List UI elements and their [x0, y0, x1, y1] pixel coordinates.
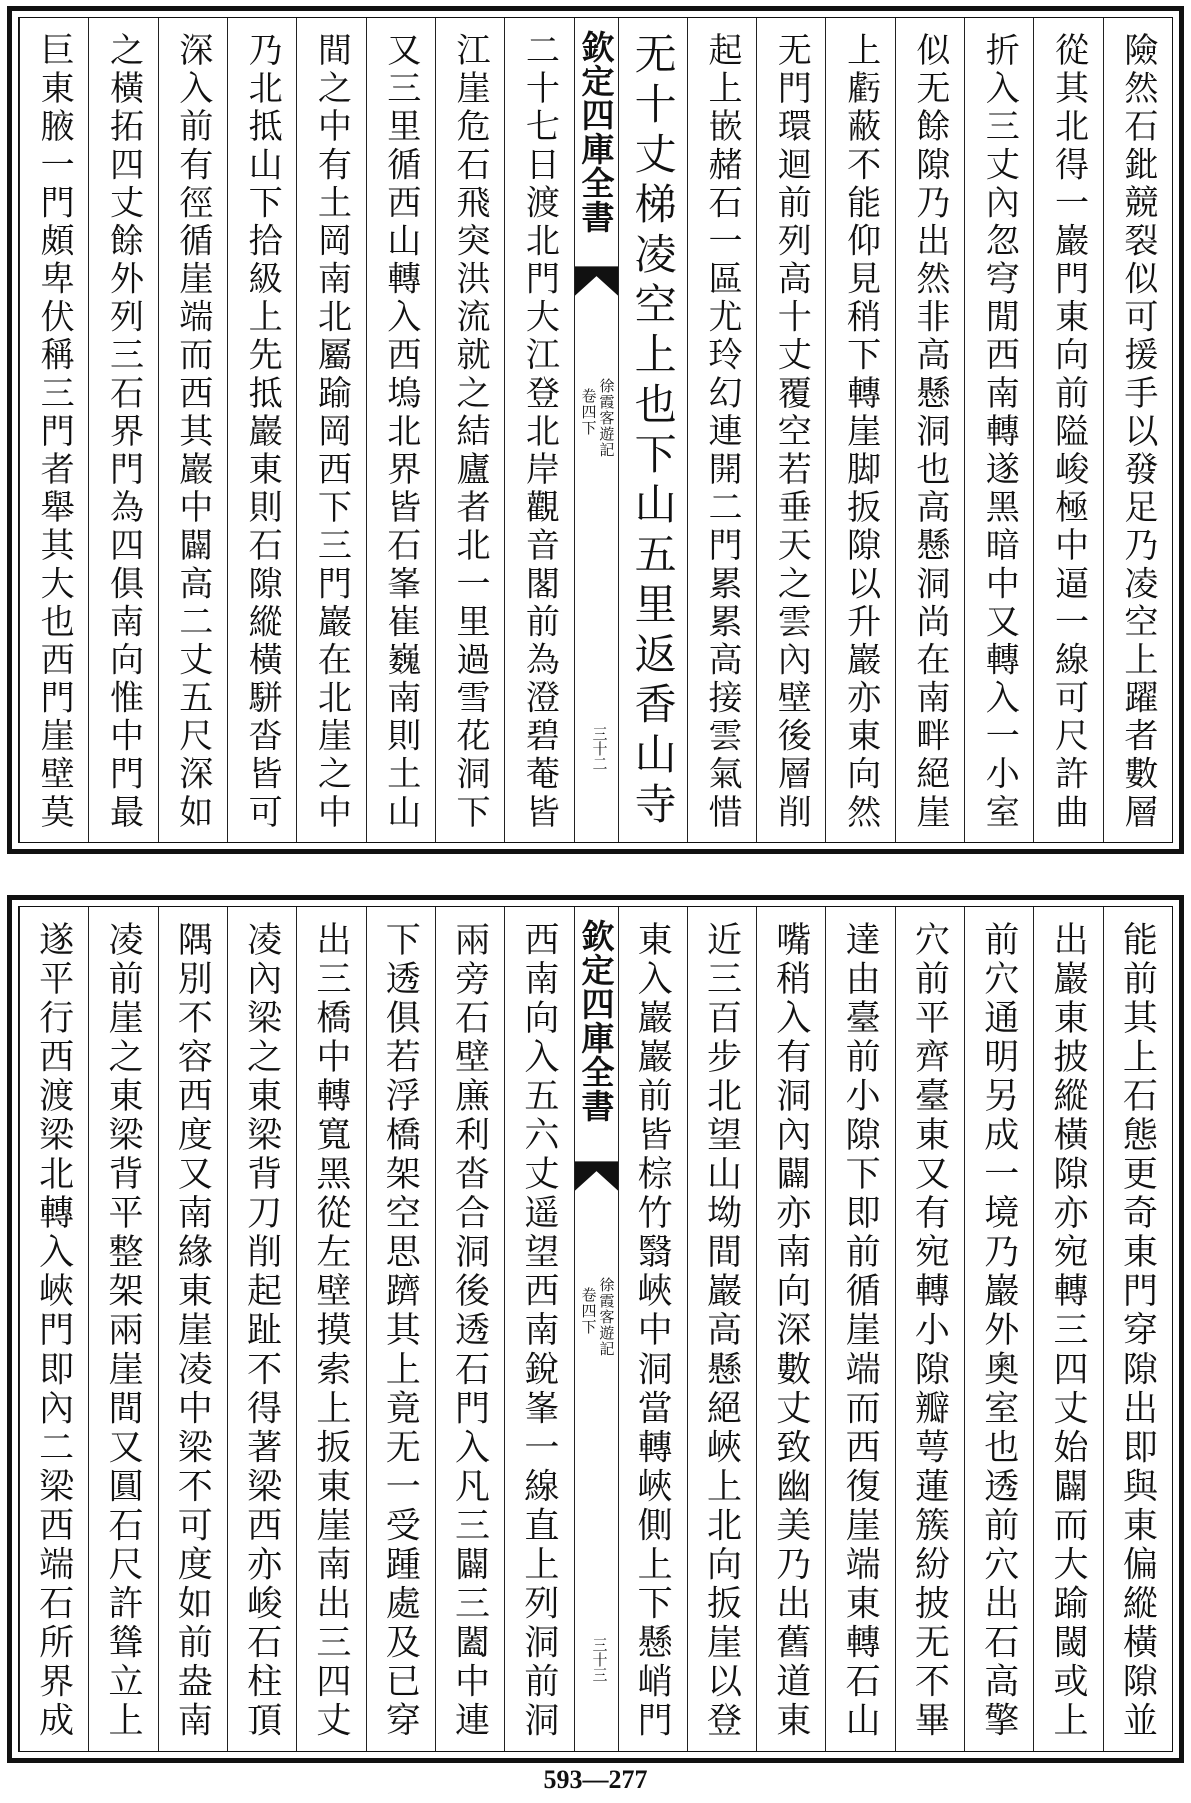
- column-text: 前穴通明另成一境乃巖外奧室也透前穴出石高擎: [978, 921, 1020, 1741]
- column-text: 達由臺前小隙下即前循崖端而西復崖端東轉石山: [840, 921, 882, 1741]
- text-column: [825, 18, 894, 842]
- text-column: [158, 18, 227, 842]
- bottom-page-frame: [18, 906, 1173, 1752]
- column-text: 出巖東披縱橫隙亦宛轉三四丈始闢而大踰閾或上: [1048, 921, 1090, 1741]
- column-text: 乃北抵山下拾級上先抵巖東則石隙縱橫駢沓皆可: [242, 32, 283, 832]
- text-column: [296, 18, 365, 842]
- book-title: 欽定四庫全書: [576, 919, 616, 1123]
- text-column: [964, 907, 1033, 1751]
- text-column: [825, 907, 894, 1751]
- text-column: [19, 907, 88, 1751]
- column-text: 間之中有土岡南北屬踰岡西下三門巖在北崖之中: [311, 32, 352, 832]
- column-text: 遂平行西渡梁北轉入峽門即內二梁西端石所界成: [33, 921, 75, 1741]
- column-text: 巨東腋一門頗卑伏稱三門者舉其大也西門崖壁莫: [34, 32, 75, 832]
- text-column: [756, 907, 825, 1751]
- column-text: 從其北得一巖門東向前隘峻極中逼一線可尺許曲: [1048, 32, 1089, 832]
- column-text: 兩旁石壁㢘利沓合洞後透石門入凡三闢三闔中連: [449, 921, 491, 1741]
- column-text: 无門環迴前列高十丈覆空若垂天之雲內壁後層削: [771, 32, 812, 832]
- page-number: 三十二: [590, 726, 609, 771]
- text-column: [1033, 18, 1102, 842]
- text-column: [618, 907, 687, 1751]
- column-text: 又三里循西山轉入西塢北界皆石峯崔巍南則土山: [380, 32, 421, 832]
- text-column: [1103, 907, 1172, 1751]
- bottom-page-columns: [19, 907, 1172, 1751]
- juan-label: 卷四下: [579, 1287, 598, 1335]
- column-text: 二十七日渡北門大江登北岸觀音閣前為澄碧菴皆: [519, 32, 560, 832]
- top-page-columns: [19, 18, 1172, 842]
- text-column: [366, 907, 435, 1751]
- center-fold-column: [574, 907, 618, 1751]
- text-column: [227, 907, 296, 1751]
- fish-tail-mark-icon: [575, 1161, 618, 1191]
- center-fold-column: [574, 18, 618, 842]
- column-text: 嘴稍入有洞內闢亦南向深數丈致幽美乃出舊道東: [770, 921, 812, 1741]
- text-column: [435, 907, 504, 1751]
- column-text: 深入前有徑循崖端而西其巖中闢高二丈五尺深如: [172, 32, 213, 832]
- text-column: [504, 907, 573, 1751]
- column-text: 下透俱若浮橋架空思躋其上竟无一受踵處及已穿: [380, 921, 422, 1741]
- text-column: [88, 907, 157, 1751]
- column-text: 折入三丈內忽穹閒西南轉遂黑暗中又轉入一小室: [979, 32, 1020, 832]
- text-column: [756, 18, 825, 842]
- juan-label: 卷四下: [579, 388, 598, 436]
- text-column: [227, 18, 296, 842]
- book-title: 欽定四庫全書: [576, 30, 616, 234]
- text-column: [366, 18, 435, 842]
- text-column: [618, 18, 687, 842]
- column-text: 近三百步北望山坳間巖高懸絕峽上北向扳崖以登: [701, 921, 743, 1741]
- column-text: 險然石鈚競裂似可援手以發足乃凌空上躍者數層: [1117, 32, 1158, 832]
- work-title: 徐霞客遊記: [597, 378, 616, 458]
- folio-number: 593—277: [543, 1765, 648, 1794]
- column-text: 西南向入五六丈遥望西南銳峯一線直上列洞前洞: [518, 921, 560, 1741]
- text-column: [158, 907, 227, 1751]
- bottom-page: [7, 895, 1184, 1763]
- text-column: [504, 18, 573, 842]
- column-text: 凌前崖之東梁背平整架兩崖間又圓石尺許聳立上: [102, 921, 144, 1741]
- text-column: [88, 18, 157, 842]
- text-column: [435, 18, 504, 842]
- column-text: 東入巖巖前皆棕竹翳峽中洞當轉峽側上下懸峭門: [632, 921, 674, 1741]
- text-column: [19, 18, 88, 842]
- text-column: [1033, 907, 1102, 1751]
- column-text: 无十丈梯凌空上也下山五里返香山寺: [628, 32, 678, 832]
- text-column: [296, 907, 365, 1751]
- text-column: [687, 907, 756, 1751]
- column-text: 似无餘隙乃出然非高懸洞也高懸洞尚在南畔絕崖: [909, 32, 950, 832]
- column-text: 出三橋中轉寬黑從左壁摸索上扳東崖南出三四丈: [310, 921, 352, 1741]
- page-number: 三十三: [590, 1637, 609, 1682]
- text-column: [895, 907, 964, 1751]
- column-text: 江崖危石飛突洪流就之結廬者北一里過雪花洞下: [450, 32, 491, 832]
- text-column: [1103, 18, 1172, 842]
- column-text: 之橫拓四丈餘外列三石界門為四俱南向惟中門最: [103, 32, 144, 832]
- text-column: [964, 18, 1033, 842]
- column-text: 起上嵌赭石一區尤玲幻連開二門累累高接雲氣惜: [702, 32, 743, 832]
- fish-tail-mark-icon: [575, 266, 618, 296]
- top-page: [7, 6, 1184, 854]
- column-text: 凌內梁之東梁背刀削起趾不得著梁西亦峻石柱頂: [241, 921, 283, 1741]
- top-page-frame: [18, 17, 1173, 843]
- column-text: 能前其上石態更奇東門穿隙出即與東偏縱橫隙並: [1117, 921, 1159, 1741]
- work-title: 徐霞客遊記: [597, 1277, 616, 1357]
- text-column: [895, 18, 964, 842]
- column-text: 穴前平齊臺東又有宛轉小隙瓣萼蓮簇紛披无不畢: [909, 921, 951, 1741]
- text-column: [687, 18, 756, 842]
- column-text: 隅別不容西度又南緣東崖凌中梁不可度如前盎南: [172, 921, 214, 1741]
- column-text: 上虧蔽不能仰見稍下轉崖脚扳隙以升巖亦東向然: [840, 32, 881, 832]
